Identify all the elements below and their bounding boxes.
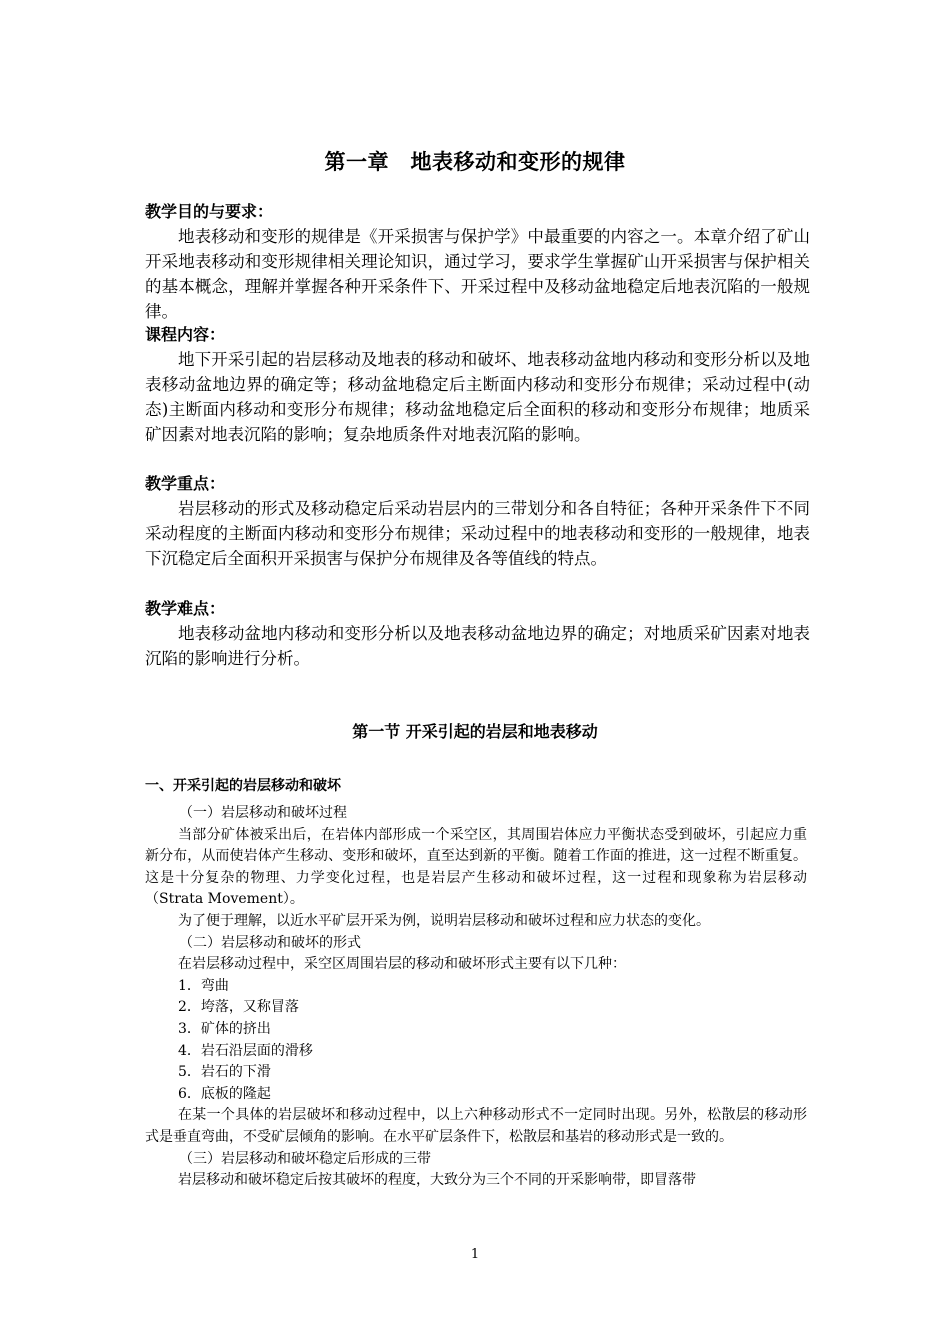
content-section: [145, 322, 810, 447]
p1-heading: （一）岩层移动和破坏过程: [179, 805, 347, 821]
form-item: 6．底板的隆起: [178, 1085, 271, 1102]
p4-text: 在某一个具体的岩层破坏和移动过程中，以上六种移动形式不一定同时出现。另外，松散层的移动形式是垂直弯曲，不受矿层倾角的影响。在水平矿层条件下，松散层和基岩的移动形式是一致的。: [145, 1107, 807, 1145]
content-text: 地下开采引起的岩层移动及地表的移动和破坏、地表移动盆地内移动和变形分析以及地表移动盆地边界的确定等；移动盆地稳定后主断面内移动和变形分布规律；采动过程中(动态)主断面内移动和变形分布规律；移动盆地稳定后全面积的移动和变形分布规律；地质采矿因素对地表沉陷的影响；复杂地质条件对地表沉陷的影响。: [145, 350, 810, 444]
form-item: 5．岩石的下滑: [178, 1064, 271, 1081]
p3-heading: （二）岩层移动和破坏的形式: [179, 934, 361, 951]
form-item: 2．垮落，又称冒落: [178, 999, 299, 1016]
difficulties-section: [145, 596, 810, 671]
p5-heading: （三）岩层移动和破坏稳定后形成的三带: [179, 1150, 431, 1167]
key-points-text: 岩层移动的形式及移动稳定后采动岩层内的三带划分和各自特征；各种开采条件下不同采动程度的主断面内移动和变形分布规律；采动过程中的地表移动和变形的一般规律，地表下沉稳定后全面积开采损害与保护分布规律及各等值线的特点。: [145, 499, 810, 568]
p2-text: 为了便于理解，以近水平矿层开采为例，说明岩层移动和破坏过程和应力状态的变化。: [178, 912, 710, 929]
content-heading: 课程内容：: [145, 325, 226, 344]
p5-text: 岩层移动和破坏稳定后按其破坏的程度，大致分为三个不同的开采影响带，即冒落带: [178, 1172, 696, 1189]
objectives-text: 地表移动和变形的规律是《开采损害与保护学》中最重要的内容之一。本章介绍了矿山开采地表移动和变形规律相关理论知识，通过学习，要求学生掌握矿山开采损害与保护相关的基本概念，理解并掌握各种开采条件下、开采过程中及移动盆地稳定后地表沉陷的一般规律。: [145, 227, 810, 321]
difficulties-heading: 教学难点：: [145, 599, 226, 618]
section-title: 第一节 开采引起的岩层和地表移动: [352, 722, 598, 741]
page-number: 1: [470, 1247, 480, 1262]
form-item: 4．岩石沿层面的滑移: [178, 1042, 313, 1059]
objectives-section: [145, 199, 810, 324]
key-points-heading: 教学重点：: [145, 474, 226, 493]
key-points-section: [145, 471, 810, 571]
p3-text: 在岩层移动过程中，采空区周围岩层的移动和破坏形式主要有以下几种：: [178, 956, 626, 973]
subsection-title: 一、开采引起的岩层移动和破坏: [145, 778, 341, 794]
objectives-heading: 教学目的与要求：: [145, 202, 274, 221]
chapter-title: 第一章 地表移动和变形的规律: [324, 150, 626, 174]
body-text: [145, 803, 807, 1192]
p1-text: 当部分矿体被采出后，在岩体内部形成一个采空区，其周围岩体应力平衡状态受到破坏，引起应力重新分布，从而使岩体产生移动、变形和破坏，直至达到新的平衡。随着工作面的推进，这一过程不断重复。这是十分复杂的物理、力学变化过程，也是岩层产生移动和破坏过程，这一过程和现象称为岩层移动（Strata Movement）。: [145, 826, 807, 908]
form-item: 3．矿体的挤出: [178, 1020, 271, 1037]
form-item: 1．弯曲: [178, 977, 229, 994]
difficulties-text: 地表移动盆地内移动和变形分析以及地表移动盆地边界的确定；对地质采矿因素对地表沉陷的影响进行分析。: [145, 624, 810, 668]
